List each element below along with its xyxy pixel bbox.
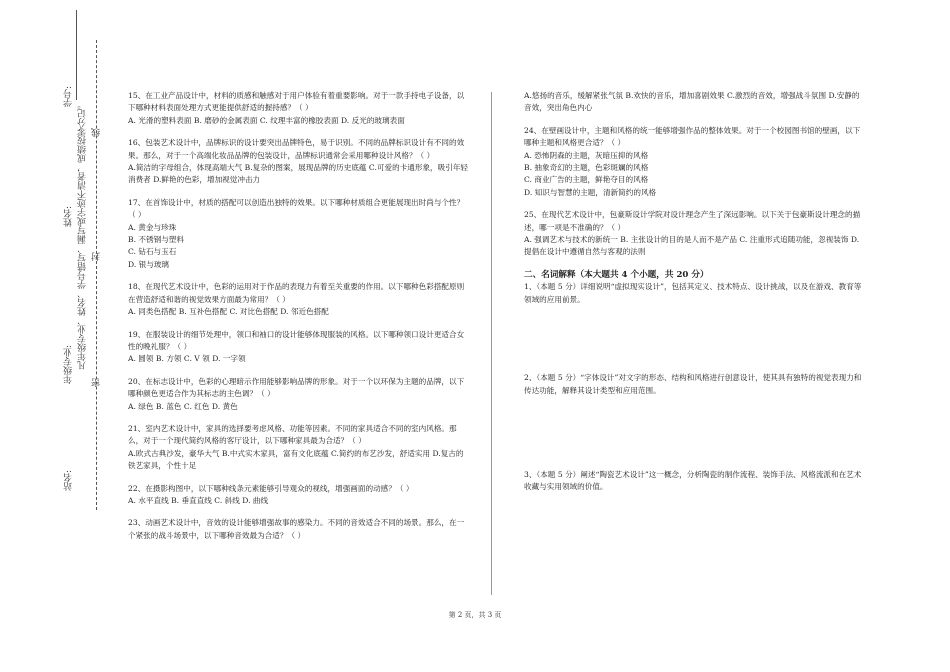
question-21 bbox=[128, 423, 468, 473]
question-options: A.欧式古典沙发，豪华大气 B.中式实木家具，富有文化底蕴 C.简约的布艺沙发，舒适实用 D.复古的铁艺家具，个性十足 bbox=[128, 448, 464, 471]
column-divider bbox=[491, 92, 492, 595]
question-stem: 1、（本题 5 分）详细说明“虚拟现实设计”，包括其定义、技术特点、设计挑战，以及在游戏、教育等领域的应用前景。 bbox=[524, 282, 862, 304]
question-stem: 15、在工业产品设计中，材料的质感和触感对于用户体验有着重要影响。对于一款手持电子设备，以下哪种材料表面处理方式更能提供舒适的握持感？（ ） bbox=[128, 91, 465, 113]
question-options: A. 绿色 B. 蓝色 C. 红色 D. 黄色 bbox=[128, 401, 238, 411]
option-a: A. 黄金与珍珠 bbox=[128, 222, 177, 232]
question-options: A. 水平直线 B. 垂直直线 C. 斜线 D. 曲线 bbox=[128, 495, 269, 505]
question-17 bbox=[128, 197, 468, 271]
question-18 bbox=[128, 281, 468, 318]
option-a: A. 恐怖阴森的主题，灰暗压抑的风格 bbox=[524, 150, 649, 160]
answer-space bbox=[524, 407, 864, 469]
question-stem: 3、（本题 5 分）阐述“陶瓷艺术设计”这一概念，分析陶瓷的制作流程、装饰手法、风格流派和在艺术收藏与实用领域的价值。 bbox=[524, 469, 862, 492]
question-20 bbox=[128, 376, 468, 413]
seal-word-xian: 线 bbox=[92, 128, 102, 137]
seal-word-feng: 封 bbox=[92, 252, 102, 261]
question-stem: 22、在摄影构图中，以下哪种线条元素能够引导观众的视线，增强画面的动感？（ ） bbox=[128, 483, 414, 493]
option-c: C. 商业广告的主题，鲜艳夺目的风格 bbox=[524, 175, 649, 185]
question-options: A. 圆领 B. 方领 C. V 领 D. 一字领 bbox=[128, 354, 246, 364]
option-b: B. 不锈钢与塑料 bbox=[128, 235, 184, 245]
left-column bbox=[128, 90, 468, 552]
warning-text: 凡年级专业、姓名、学号错写、漏写或字迹不清者，成绩按零分记。 bbox=[78, 100, 88, 370]
question-options: A.悠扬的音乐，缓解紧张气氛 B.欢快的音乐，增加喜剧效果 C.激烈的音效，增强战斗氛围 D.安静的音效，突出角色内心 bbox=[524, 91, 860, 113]
seal-word-mi: 密 bbox=[92, 378, 102, 387]
binding-margin bbox=[0, 0, 110, 672]
question-19 bbox=[128, 329, 468, 366]
option-c: C. 钻石与玉石 bbox=[128, 247, 177, 257]
grade-label: 年级专业: bbox=[64, 345, 74, 385]
term-question-2 bbox=[524, 372, 864, 397]
question-options: A. 光滑的塑料表面 B. 磨砂的金属表面 C. 纹理丰富的橡胶表面 D. 反光的玻璃表面 bbox=[128, 115, 405, 125]
field-underline bbox=[76, 10, 77, 100]
question-23-options bbox=[524, 90, 864, 115]
question-stem: 18、在现代艺术设计中，色彩的运用对于作品的表现力有着至关重要的作用。以下哪种色彩搭配原则在营造舒适和谐的视觉效果方面最为常用？（ ） bbox=[128, 282, 465, 304]
question-options: A. 同类色搭配 B. 互补色搭配 C. 对比色搭配 D. 邻近色搭配 bbox=[128, 307, 329, 317]
question-24 bbox=[524, 125, 864, 199]
cut-line bbox=[96, 40, 97, 510]
question-23 bbox=[128, 517, 468, 542]
term-question-3 bbox=[524, 469, 864, 494]
question-22 bbox=[128, 483, 468, 508]
question-stem: 21、室内艺术设计中，家具的选择要考虑风格、功能等因素。不同的家具适合不同的室内风格。那么，对于一个现代简约风格的客厅设计，以下哪种家具最为合适？（ ） bbox=[128, 423, 457, 446]
question-stem: 16、包装艺术设计中，品牌标识的设计要突出品牌特色，易于识别。不同的品牌标识设计有不同的效果。那么，对于一个高端化妆品品牌的包装设计，品牌标识通常会采用哪种设计风格？（ ） bbox=[128, 138, 465, 160]
question-25 bbox=[524, 209, 864, 259]
exam-site-label: 站名: bbox=[64, 470, 74, 492]
question-16 bbox=[128, 137, 468, 187]
question-stem: 24、在壁画设计中，主题和风格的统一能够增强作品的整体效果。对于一个校园图书馆的壁画，以下哪种主题和风格更合适？（ ） bbox=[524, 125, 861, 148]
name-label: 姓名: bbox=[64, 206, 74, 228]
option-d: D. 知识与智慧的主题，清新简约的风格 bbox=[524, 187, 657, 197]
question-stem: 20、在标志设计中，色彩的心理暗示作用能够影响品牌的形象。对于一个以环保为主题的品牌，以下哪种颜色更适合作为其标志的主色调？（ ） bbox=[128, 376, 465, 399]
question-options: A.简洁的字母组合，体现高端大气 B.复杂的图案，展现品牌的历史底蕴 C.可爱的卡通形象，吸引年轻消费者 D.鲜艳的色彩，增加视觉冲击力 bbox=[128, 163, 469, 185]
term-question-1 bbox=[524, 281, 864, 306]
question-stem: 17、在首饰设计中，材质的搭配可以创造出独特的效果。以下哪种材质组合更能展现出时尚与个性？（ ） bbox=[128, 197, 465, 220]
student-id-label: 学号: bbox=[64, 86, 74, 108]
question-15 bbox=[128, 90, 468, 127]
question-stem: 19、在服装设计的细节处理中，领口和袖口的设计能够体现服装的风格。以下哪种领口设计更适合女性的晚礼服？（ ） bbox=[128, 329, 465, 351]
question-stem: 23、动画艺术设计中，音效的设计能够增强故事的感染力。不同的音效适合不同的场景。那么，在一个紧张的战斗场景中，以下哪种音效最为合适？（ ） bbox=[128, 518, 465, 540]
option-b: B. 抽象奇幻的主题，色彩斑斓的风格 bbox=[524, 163, 649, 173]
option-d: D. 银与玻璃 bbox=[128, 259, 170, 269]
question-stem: 25、在现代艺术设计中，包豪斯设计学院对设计理念产生了深远影响。以下关于包豪斯设计理念的描述，哪一项是不准确的？（ ） bbox=[524, 210, 861, 232]
answer-space bbox=[524, 316, 864, 372]
right-column bbox=[524, 90, 864, 504]
question-stem: 2、（本题 5 分）“字体设计”对文字的形态、结构和风格进行创意设计，使其具有独特的视觉表现力和传达功能，解释其设计类型和应用范围。 bbox=[524, 373, 862, 395]
page-footer: 第 2 页，共 3 页 bbox=[448, 611, 502, 619]
section-title: 二、名词解释（本大题共 4 个小题，共 20 分） bbox=[524, 269, 709, 280]
question-options: A. 强调艺术与技术的新统一 B. 主张设计的目的是人而不是产品 C. 注重形式追随功能，忽视装饰 D. 提倡在设计中遵循自然与客观的法则 bbox=[524, 235, 860, 257]
